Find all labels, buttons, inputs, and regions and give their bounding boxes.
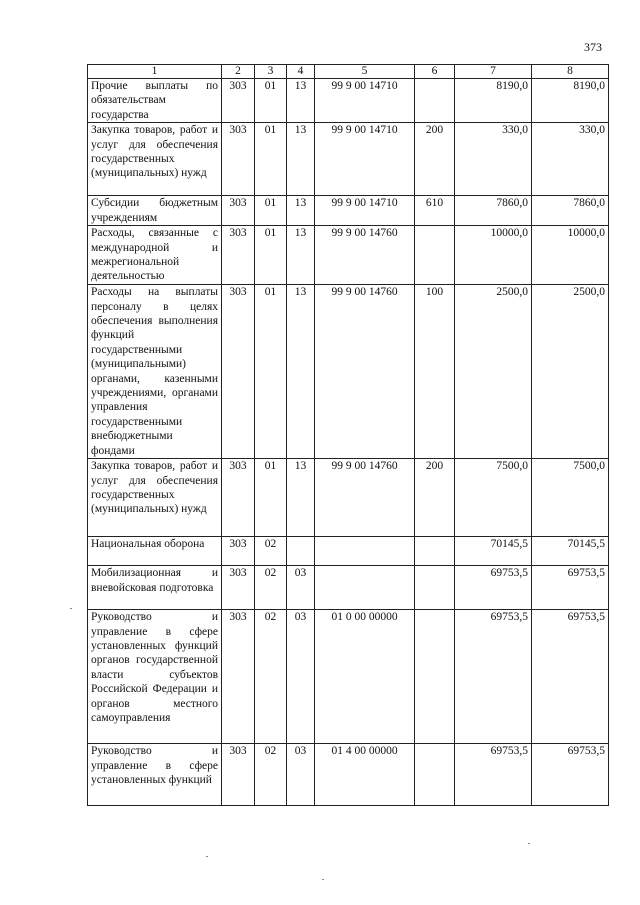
cell-amount-total: 10000,0: [532, 226, 609, 285]
cell-ministry-code: 303: [222, 226, 255, 285]
table-row: [88, 566, 609, 610]
cell-target-item: 99 9 00 14760: [315, 226, 415, 285]
cell-expense-type: 100: [415, 285, 455, 459]
table-row: [88, 123, 609, 196]
table-row: [88, 226, 609, 285]
cell-expense-type: [415, 566, 455, 610]
cell-section: 02: [255, 744, 287, 806]
cell-subsection: 03: [287, 566, 315, 610]
cell-subsection: 13: [287, 196, 315, 226]
cell-amount: 7860,0: [455, 196, 532, 226]
row-name: Мобилизационная и вневойсковая подготовка: [88, 566, 222, 610]
cell-amount: 70145,5: [455, 537, 532, 566]
scan-speck: [70, 608, 72, 609]
cell-amount-total: 7860,0: [532, 196, 609, 226]
column-header: 4: [287, 65, 315, 79]
cell-amount: 69753,5: [455, 566, 532, 610]
cell-ministry-code: 303: [222, 744, 255, 806]
cell-target-item: 01 0 00 00000: [315, 610, 415, 744]
scan-speck: [528, 843, 530, 844]
cell-target-item: 99 9 00 14710: [315, 196, 415, 226]
cell-section: 02: [255, 566, 287, 610]
cell-expense-type: 200: [415, 459, 455, 537]
page-number: 373: [584, 40, 602, 54]
cell-ministry-code: 303: [222, 285, 255, 459]
cell-subsection: [287, 537, 315, 566]
column-header: 5: [315, 65, 415, 79]
cell-section: 02: [255, 610, 287, 744]
cell-ministry-code: 303: [222, 459, 255, 537]
cell-section: 01: [255, 459, 287, 537]
column-header: 2: [222, 65, 255, 79]
cell-ministry-code: 303: [222, 610, 255, 744]
row-name: Прочие выплаты по обязательствам государства: [88, 79, 222, 123]
cell-section: 01: [255, 285, 287, 459]
cell-subsection: 03: [287, 610, 315, 744]
cell-target-item: 99 9 00 14760: [315, 459, 415, 537]
cell-target-item: [315, 537, 415, 566]
cell-ministry-code: 303: [222, 566, 255, 610]
table-row: [88, 459, 609, 537]
cell-amount: 8190,0: [455, 79, 532, 123]
cell-amount: 10000,0: [455, 226, 532, 285]
row-name: Расходы на выплаты персоналу в целях обеспечения выполнения функций государственными (муниципальными) органами, казенными учреждениями, органами управления государственными внебюджетными фондами: [88, 285, 222, 459]
row-name: Субсидии бюджетным учреждениям: [88, 196, 222, 226]
cell-amount-total: 7500,0: [532, 459, 609, 537]
column-header: 1: [88, 65, 222, 79]
cell-ministry-code: 303: [222, 123, 255, 196]
cell-ministry-code: 303: [222, 196, 255, 226]
table-row: [88, 537, 609, 566]
row-name: Расходы, связанные с международной и межрегиональной деятельностью: [88, 226, 222, 285]
cell-target-item: 99 9 00 14760: [315, 285, 415, 459]
cell-expense-type: 610: [415, 196, 455, 226]
column-header: 3: [255, 65, 287, 79]
scan-speck: [322, 879, 324, 880]
cell-section: 01: [255, 226, 287, 285]
cell-amount-total: 8190,0: [532, 79, 609, 123]
cell-amount-total: 70145,5: [532, 537, 609, 566]
cell-target-item: 99 9 00 14710: [315, 79, 415, 123]
cell-amount-total: 330,0: [532, 123, 609, 196]
column-header: 8: [532, 65, 609, 79]
cell-subsection: 13: [287, 285, 315, 459]
table-row: [88, 610, 609, 744]
column-header: 6: [415, 65, 455, 79]
cell-target-item: [315, 566, 415, 610]
table-row: [88, 285, 609, 459]
scan-speck: [206, 856, 208, 857]
row-name: Закупка товаров, работ и услуг для обеспечения государственных (муниципальных) нужд: [88, 123, 222, 196]
cell-amount: 330,0: [455, 123, 532, 196]
cell-subsection: 03: [287, 744, 315, 806]
cell-amount: 7500,0: [455, 459, 532, 537]
row-name: Руководство и управление в сфере установленных функций органов государственной власти субъектов Российской Федерации и органов местного самоуправления: [88, 610, 222, 744]
cell-expense-type: [415, 537, 455, 566]
cell-target-item: 01 4 00 00000: [315, 744, 415, 806]
cell-amount: 69753,5: [455, 610, 532, 744]
cell-expense-type: [415, 226, 455, 285]
table-row: [88, 744, 609, 806]
cell-section: 02: [255, 537, 287, 566]
cell-subsection: 13: [287, 226, 315, 285]
column-header: 7: [455, 65, 532, 79]
cell-section: 01: [255, 196, 287, 226]
table-row: [88, 79, 609, 123]
cell-amount-total: 2500,0: [532, 285, 609, 459]
cell-subsection: 13: [287, 123, 315, 196]
cell-target-item: 99 9 00 14710: [315, 123, 415, 196]
cell-ministry-code: 303: [222, 79, 255, 123]
cell-amount-total: 69753,5: [532, 566, 609, 610]
header-row: [88, 65, 609, 79]
cell-expense-type: [415, 79, 455, 123]
cell-amount: 69753,5: [455, 744, 532, 806]
row-name: Руководство и управление в сфере установленных функций: [88, 744, 222, 806]
row-name: Национальная оборона: [88, 537, 222, 566]
cell-expense-type: [415, 610, 455, 744]
cell-section: 01: [255, 79, 287, 123]
budget-table: [87, 64, 609, 806]
table-row: [88, 196, 609, 226]
cell-amount-total: 69753,5: [532, 610, 609, 744]
cell-amount: 2500,0: [455, 285, 532, 459]
cell-expense-type: 200: [415, 123, 455, 196]
cell-section: 01: [255, 123, 287, 196]
cell-subsection: 13: [287, 459, 315, 537]
cell-expense-type: [415, 744, 455, 806]
cell-ministry-code: 303: [222, 537, 255, 566]
cell-amount-total: 69753,5: [532, 744, 609, 806]
cell-subsection: 13: [287, 79, 315, 123]
row-name: Закупка товаров, работ и услуг для обеспечения государственных (муниципальных) нужд: [88, 459, 222, 537]
